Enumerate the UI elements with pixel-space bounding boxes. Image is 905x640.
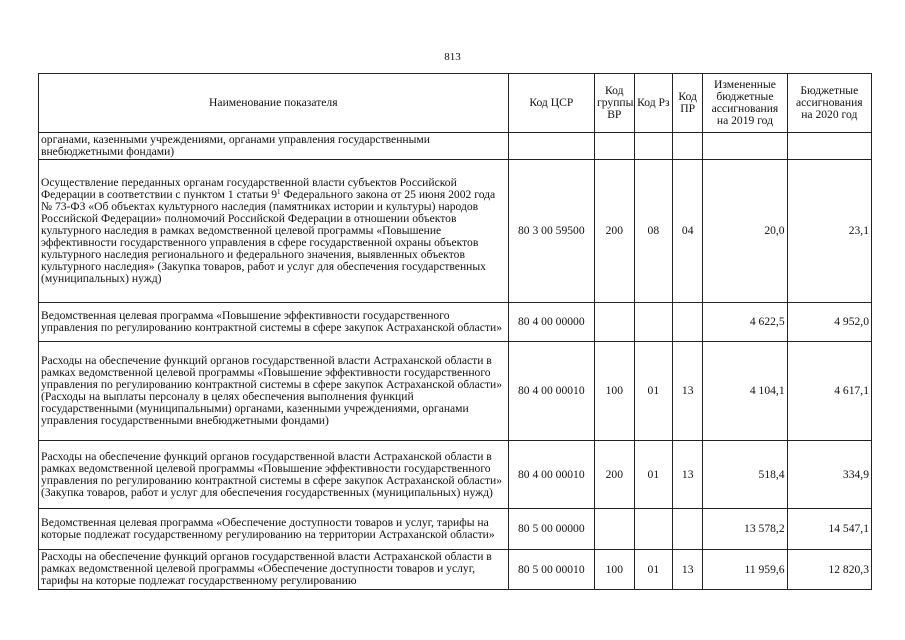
row-pr: 04 — [673, 160, 703, 303]
row-value-2020: 4 952,0 — [787, 303, 871, 342]
row-value-2019: 20,0 — [703, 160, 787, 303]
header-budget-2020: Бюджетные ассигнования на 2020 год — [787, 74, 871, 133]
row-value-2019 — [703, 133, 787, 160]
row-name: Расходы на обеспечение функций органов государственной власти Астраханской области в рамках ведомственной целевой программы «Повышение эффективности государственного управления по регулированию контрактной системы в сфере закупок Астраханской области» (Расходы на выплаты персоналу в целях обеспечения выполнения функций государственными (муниципальными) органами, казенными учреждениями, органами управления государственными внебюджетными фондами) — [39, 342, 509, 441]
table-row — [39, 550, 872, 590]
row-name-text: Расходы на обеспечение функций органов государственной власти Астраханской области в рамках ведомственной целевой программы «Обеспечение доступности товаров и услуг, тарифы на которые подлежат государственному регулированию — [41, 550, 492, 587]
table-row — [39, 509, 872, 550]
table-row — [39, 303, 872, 342]
row-pr — [673, 133, 703, 160]
header-pr: Код ПР — [673, 74, 703, 133]
row-rz: 01 — [634, 550, 673, 590]
row-rz: 01 — [634, 342, 673, 441]
row-pr — [673, 509, 703, 550]
row-value-2019: 11 959,6 — [703, 550, 787, 590]
row-vr: 200 — [595, 441, 635, 509]
row-vr: 200 — [595, 160, 635, 303]
row-vr — [595, 509, 635, 550]
row-csr: 80 4 00 00010 — [508, 441, 594, 509]
row-value-2020: 14 547,1 — [787, 509, 871, 550]
row-name: Ведомственная целевая программа «Обеспечение доступности товаров и услуг, тарифы на которые подлежат государственному регулированию на территории Астраханской области» — [39, 509, 509, 550]
row-rz — [634, 133, 673, 160]
row-name — [39, 550, 509, 590]
row-name-part: Федерального закона от 25 июня 2002 года № 73-ФЗ «Об объектах культурного наследия (памятниках истории и культуры) народов Российской Федерации» полномочий Российской Федерации в отношении объектов культурного наследия в рамках ведомственной целевой программы «Повышение эффективности государственного управления в сфере государственной охраны объектов культурного наследия регионального и федерального значения, выявленных объектов культурного наследия» (Закупка товаров, работ и услуг для обеспечения государственных (муниципальных) нужд) — [41, 188, 496, 285]
header-csr: Код ЦСР — [508, 74, 594, 133]
row-vr: 100 — [595, 342, 635, 441]
page-number: 813 — [444, 51, 461, 63]
budget-table — [38, 73, 872, 590]
table-row — [39, 160, 872, 303]
row-value-2019: 13 578,2 — [703, 509, 787, 550]
table-row — [39, 133, 872, 160]
row-name: органами, казенными учреждениями, органами управления государственными внебюджетными фондами) — [39, 133, 509, 160]
row-csr: 80 5 00 00000 — [508, 509, 594, 550]
header-changed-2019: Измененные бюджетные ассигнования на 2019 год — [703, 74, 787, 133]
row-csr: 80 4 00 00000 — [508, 303, 594, 342]
row-rz — [634, 509, 673, 550]
superscript: 1 — [277, 188, 281, 196]
row-name-part: Осуществление переданных органам государственной власти субъектов Российской Федерации в соответствии с пунктом 1 статьи 9 — [41, 176, 457, 201]
row-vr: 100 — [595, 550, 635, 590]
row-value-2019: 518,4 — [703, 441, 787, 509]
row-csr: 80 5 00 00010 — [508, 550, 594, 590]
row-name: Ведомственная целевая программа «Повышение эффективности государственного управления по регулированию контрактной системы в сфере закупок Астраханской области» — [39, 303, 509, 342]
row-value-2019: 4 622,5 — [703, 303, 787, 342]
header-rz: Код Рз — [634, 74, 673, 133]
row-value-2020: 23,1 — [787, 160, 871, 303]
row-vr — [595, 303, 635, 342]
row-name — [39, 160, 509, 303]
row-pr — [673, 303, 703, 342]
row-pr: 13 — [673, 441, 703, 509]
table-header-row — [39, 74, 872, 133]
row-value-2020: 4 617,1 — [787, 342, 871, 441]
row-rz: 08 — [634, 160, 673, 303]
row-rz: 01 — [634, 441, 673, 509]
table-row — [39, 342, 872, 441]
header-name: Наименование показателя — [39, 74, 509, 133]
row-value-2020: 12 820,3 — [787, 550, 871, 590]
row-value-2019: 4 104,1 — [703, 342, 787, 441]
row-pr: 13 — [673, 342, 703, 441]
row-value-2020 — [787, 133, 871, 160]
row-csr — [508, 133, 594, 160]
row-rz — [634, 303, 673, 342]
row-name: Расходы на обеспечение функций органов государственной власти Астраханской области в рамках ведомственной целевой программы «Повышение эффективности государственного управления по регулированию контрактной системы в сфере закупок Астраханской области» (Закупка товаров, работ и услуг для обеспечения государственных (муниципальных) нужд) — [39, 441, 509, 509]
row-csr: 80 3 00 59500 — [508, 160, 594, 303]
header-vr: Код группы ВР — [595, 74, 635, 133]
row-pr: 13 — [673, 550, 703, 590]
row-value-2020: 334,9 — [787, 441, 871, 509]
table-row — [39, 441, 872, 509]
row-vr — [595, 133, 635, 160]
row-csr: 80 4 00 00010 — [508, 342, 594, 441]
